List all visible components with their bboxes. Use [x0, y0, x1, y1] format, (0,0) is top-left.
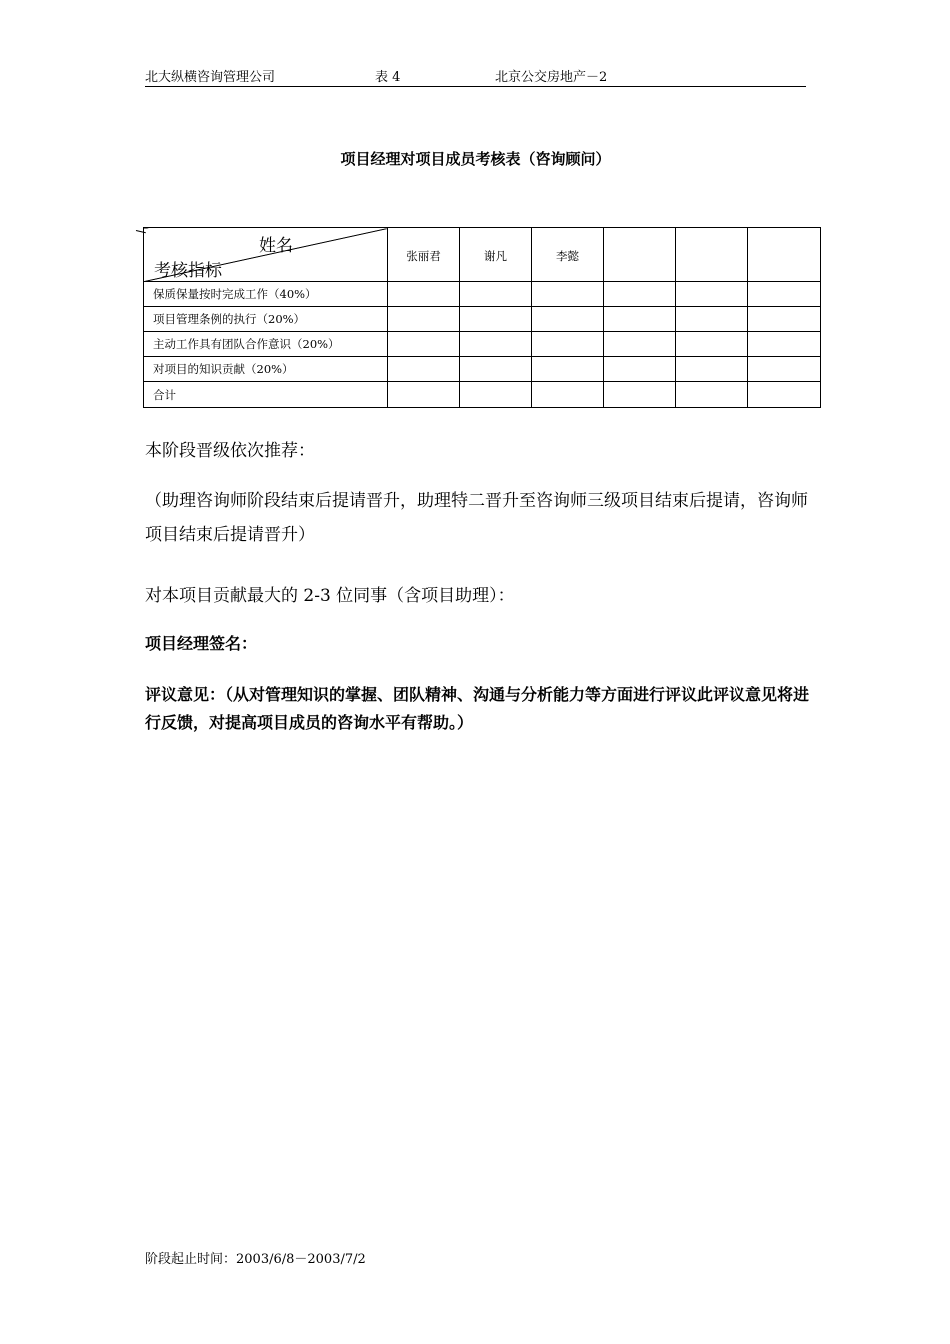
- score-cell[interactable]: [676, 332, 748, 357]
- score-cell[interactable]: [532, 332, 604, 357]
- signature-label: 项目经理签名：: [145, 634, 258, 653]
- score-cell[interactable]: [676, 282, 748, 307]
- score-cell[interactable]: [532, 357, 604, 382]
- score-cell[interactable]: [748, 307, 821, 332]
- total-label: 合计: [144, 382, 388, 408]
- page-title: 项目经理对项目成员考核表（咨询顾问）: [340, 150, 611, 168]
- score-cell[interactable]: [388, 307, 460, 332]
- score-cell[interactable]: [604, 357, 676, 382]
- score-cell[interactable]: [460, 357, 532, 382]
- score-cell[interactable]: [748, 332, 821, 357]
- member-name: [748, 228, 821, 282]
- header-table-number: 表 4: [375, 70, 401, 85]
- score-cell[interactable]: [676, 357, 748, 382]
- promotion-heading: 本阶段晋级依次推荐：: [145, 441, 315, 461]
- header-project: 北京公交房地产－2: [495, 70, 608, 85]
- top-contributors-heading: 对本项目贡献最大的 2-3 位同事（含项目助理）：: [145, 586, 515, 606]
- score-cell[interactable]: [460, 307, 532, 332]
- table-row: [144, 332, 821, 357]
- total-row: [144, 382, 821, 408]
- score-cell[interactable]: [604, 282, 676, 307]
- criterion-label: 项目管理条例的执行（20%）: [144, 307, 388, 332]
- score-cell[interactable]: [460, 332, 532, 357]
- score-cell[interactable]: [748, 282, 821, 307]
- member-name: 李懿: [532, 228, 604, 282]
- score-cell[interactable]: [388, 357, 460, 382]
- score-cell[interactable]: [460, 282, 532, 307]
- score-cell[interactable]: [532, 307, 604, 332]
- score-cell[interactable]: [676, 307, 748, 332]
- member-name: [676, 228, 748, 282]
- header-company: 北大纵横咨询管理公司: [145, 70, 276, 85]
- page-header: [145, 66, 806, 87]
- promotion-note: （助理咨询师阶段结束后提请晋升，助理特二晋升至咨询师三级项目结束后提请，咨询师项目结束后提请晋升）: [145, 491, 808, 545]
- table-row: [144, 307, 821, 332]
- evaluation-table: [143, 227, 821, 408]
- criterion-label: 主动工作具有团队合作意识（20%）: [144, 332, 388, 357]
- criterion-label: 对项目的知识贡献（20%）: [144, 357, 388, 382]
- table-row: [144, 357, 821, 382]
- total-cell[interactable]: [748, 382, 821, 408]
- total-cell[interactable]: [604, 382, 676, 408]
- score-cell[interactable]: [604, 307, 676, 332]
- table-row: [144, 282, 821, 307]
- score-cell[interactable]: [532, 282, 604, 307]
- score-cell[interactable]: [388, 282, 460, 307]
- comments-heading: 评议意见：（从对管理知识的掌握、团队精神、沟通与分析能力等方面进行评议此评议意见将进行反馈，对提高项目成员的咨询水平有帮助。）: [145, 685, 810, 732]
- corner-cell: [144, 228, 388, 282]
- total-cell[interactable]: [532, 382, 604, 408]
- score-cell[interactable]: [748, 357, 821, 382]
- score-cell[interactable]: [388, 332, 460, 357]
- total-cell[interactable]: [460, 382, 532, 408]
- name-header: 姓名: [259, 236, 293, 256]
- score-cell[interactable]: [604, 332, 676, 357]
- member-name: [604, 228, 676, 282]
- total-cell[interactable]: [388, 382, 460, 408]
- member-name: 谢凡: [460, 228, 532, 282]
- criterion-label: 保质保量按时完成工作（40%）: [144, 282, 388, 307]
- stage-period: 阶段起止时间：2003/6/8－2003/7/2: [145, 1252, 366, 1267]
- table-header-row: [144, 228, 821, 282]
- total-cell[interactable]: [676, 382, 748, 408]
- member-name: 张丽君: [388, 228, 460, 282]
- criteria-header: 考核指标: [154, 261, 222, 281]
